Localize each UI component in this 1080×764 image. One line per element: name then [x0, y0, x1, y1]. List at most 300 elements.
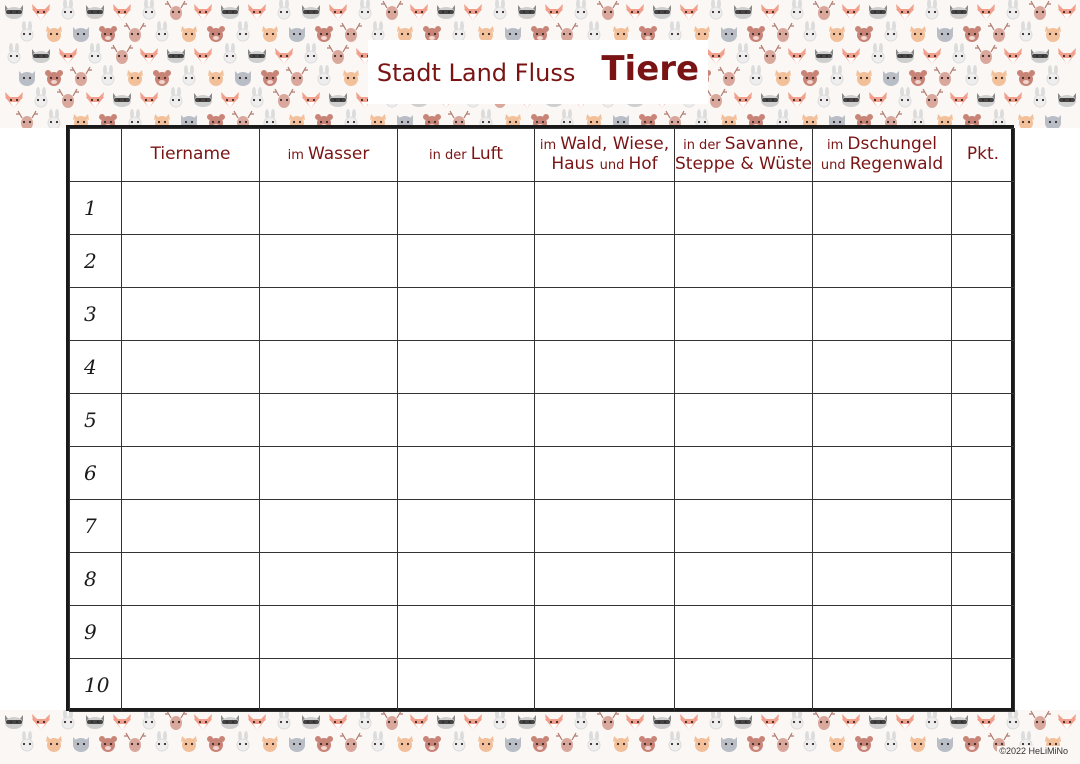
fox-icon	[410, 714, 428, 730]
answer-cell[interactable]	[813, 288, 952, 341]
answer-cell[interactable]	[813, 182, 952, 235]
column-header-text: in der	[428, 148, 471, 164]
bear-icon	[531, 736, 549, 752]
answer-cell[interactable]	[675, 394, 813, 447]
answer-cell[interactable]	[675, 659, 813, 712]
bunny-icon	[372, 21, 384, 41]
fox-icon	[1058, 714, 1076, 730]
bunny-icon	[1007, 0, 1019, 19]
bunny-icon	[89, 43, 101, 63]
cat-icon	[910, 736, 926, 752]
answer-cell[interactable]	[952, 235, 1015, 288]
fox-icon	[113, 4, 131, 20]
deer-icon	[988, 23, 1010, 42]
bunny-icon	[710, 0, 722, 19]
bear-icon	[747, 26, 765, 42]
answer-cell[interactable]	[952, 288, 1015, 341]
bunny-icon	[1007, 710, 1019, 729]
deer-icon	[813, 1, 835, 20]
bunny-icon	[899, 87, 911, 107]
wolf-icon	[883, 71, 899, 86]
bunny-icon	[926, 0, 938, 19]
row-number: 10	[70, 659, 122, 712]
bunny-icon	[831, 65, 843, 85]
bunny-icon	[237, 21, 249, 41]
answer-cell[interactable]	[535, 447, 675, 500]
bear-icon	[207, 26, 225, 42]
answer-cell[interactable]	[952, 394, 1015, 447]
deer-icon	[16, 111, 38, 128]
bunny-icon	[35, 87, 47, 107]
answer-cell[interactable]	[535, 235, 675, 288]
cat-icon	[397, 736, 413, 752]
deer-icon	[597, 1, 619, 20]
raccoon-icon	[194, 93, 212, 107]
deer-icon	[1029, 711, 1051, 730]
raccoon-icon	[86, 715, 104, 729]
cat-icon	[775, 70, 791, 86]
answer-cell[interactable]	[813, 394, 952, 447]
animal-pattern-icons	[0, 710, 1080, 764]
table-row	[70, 553, 1015, 606]
answer-cell[interactable]	[260, 235, 398, 288]
deer-icon	[705, 89, 727, 108]
bunny-icon	[305, 43, 317, 63]
answer-cell[interactable]	[398, 500, 535, 553]
fox-icon	[626, 714, 644, 730]
answer-cell[interactable]	[122, 553, 260, 606]
deer-icon	[921, 89, 943, 108]
raccoon-icon	[302, 715, 320, 729]
fox-icon	[464, 4, 482, 20]
fox-icon	[950, 92, 968, 108]
row-number: 3	[70, 288, 122, 341]
bear-icon	[45, 70, 63, 86]
raccoon-icon	[869, 715, 887, 729]
cat-icon	[991, 70, 1007, 86]
raccoon-icon	[86, 5, 104, 19]
column-header-punkte	[952, 129, 1015, 182]
bunny-icon	[48, 109, 60, 128]
answer-cell[interactable]	[122, 447, 260, 500]
answer-cell[interactable]	[952, 553, 1015, 606]
bunny-icon	[1034, 87, 1046, 107]
row-number: 9	[70, 606, 122, 659]
topic-title: Tiere	[601, 49, 700, 89]
answer-cell[interactable]	[122, 341, 260, 394]
raccoon-icon	[761, 93, 779, 107]
answer-cell[interactable]	[535, 606, 675, 659]
bunny-icon	[575, 710, 587, 729]
raccoon-icon	[653, 715, 671, 729]
bear-icon	[639, 736, 657, 752]
raccoon-icon	[221, 715, 239, 729]
raccoon-icon	[653, 5, 671, 19]
bunny-icon	[885, 731, 897, 751]
raccoon-icon	[518, 5, 536, 19]
wolf-icon	[505, 737, 521, 752]
bunny-icon	[143, 0, 155, 19]
answer-cell[interactable]	[260, 606, 398, 659]
cat-icon	[856, 70, 872, 86]
row-number: 6	[70, 447, 122, 500]
wolf-icon	[721, 27, 737, 42]
cat-icon	[829, 736, 845, 752]
column-header-text: Savanne,	[724, 134, 804, 155]
answer-cell[interactable]	[535, 394, 675, 447]
bear-icon	[909, 70, 927, 86]
answer-cell[interactable]	[535, 659, 675, 712]
bunny-icon	[588, 731, 600, 751]
answer-cell[interactable]	[952, 341, 1015, 394]
deer-icon	[772, 23, 794, 42]
bear-icon	[1017, 70, 1035, 86]
answer-cell[interactable]	[260, 447, 398, 500]
column-header-text: und	[599, 158, 629, 173]
row-number: 1	[70, 182, 122, 235]
corner-cell	[70, 129, 122, 182]
bunny-icon	[372, 731, 384, 751]
raccoon-icon	[248, 49, 266, 63]
column-header-text: Regenwald	[849, 154, 944, 174]
bunny-icon	[318, 65, 330, 85]
deer-icon	[57, 89, 79, 108]
answer-cell[interactable]	[813, 341, 952, 394]
game-grid	[66, 125, 1014, 711]
column-header-text: im	[287, 148, 309, 164]
cat-icon	[1045, 26, 1061, 42]
answer-cell[interactable]	[122, 659, 260, 712]
answer-cell[interactable]	[398, 553, 535, 606]
raccoon-icon	[5, 715, 23, 729]
deer-icon	[1029, 1, 1051, 20]
answer-cell[interactable]	[260, 553, 398, 606]
bunny-icon	[143, 710, 155, 729]
answer-cell[interactable]	[675, 235, 813, 288]
fox-icon	[977, 714, 995, 730]
table-row	[70, 182, 1015, 235]
bunny-icon	[885, 21, 897, 41]
deer-icon	[165, 1, 187, 20]
bear-icon	[315, 736, 333, 752]
fox-icon	[32, 714, 50, 730]
answer-cell[interactable]	[535, 553, 675, 606]
wolf-icon	[19, 71, 35, 86]
bunny-icon	[818, 87, 830, 107]
wolf-icon	[1045, 115, 1061, 128]
column-header-savanne	[675, 129, 813, 182]
answer-cell[interactable]	[122, 394, 260, 447]
fox-icon	[86, 92, 104, 108]
answer-cell[interactable]	[398, 394, 535, 447]
row-number: 4	[70, 341, 122, 394]
fox-icon	[329, 4, 347, 20]
bunny-icon	[669, 731, 681, 751]
answer-cell[interactable]	[122, 500, 260, 553]
fox-icon	[194, 48, 212, 64]
table-row	[70, 659, 1015, 712]
column-header-text: Hof	[628, 154, 658, 174]
bunny-icon	[156, 21, 168, 41]
raccoon-icon	[1031, 49, 1049, 63]
fox-icon	[32, 4, 50, 20]
fox-icon	[1004, 48, 1022, 64]
cat-icon	[262, 26, 278, 42]
raccoon-icon	[221, 5, 239, 19]
fox-icon	[1058, 4, 1076, 20]
bear-icon	[207, 736, 225, 752]
fox-icon	[248, 4, 266, 20]
bunny-icon	[62, 0, 74, 19]
column-header-text: im	[826, 138, 848, 154]
bunny-icon	[21, 731, 33, 751]
deer-icon	[759, 45, 781, 64]
fox-icon	[410, 4, 428, 20]
answer-cell[interactable]	[675, 606, 813, 659]
answer-cell[interactable]	[260, 659, 398, 712]
fox-icon	[734, 92, 752, 108]
deer-icon	[124, 23, 146, 42]
row-number: 8	[70, 553, 122, 606]
answer-cell[interactable]	[952, 500, 1015, 553]
answer-cell[interactable]	[122, 288, 260, 341]
bunny-icon	[102, 65, 114, 85]
raccoon-icon	[815, 49, 833, 63]
fox-icon	[626, 4, 644, 20]
deer-icon	[327, 45, 349, 64]
column-header-text: Wald, Wiese,	[560, 134, 670, 155]
cat-icon	[46, 26, 62, 42]
answer-cell[interactable]	[675, 182, 813, 235]
deer-icon	[556, 733, 578, 752]
answer-cell[interactable]	[260, 394, 398, 447]
column-header-text: und	[820, 158, 850, 173]
bunny-icon	[224, 43, 236, 63]
deer-icon	[273, 89, 295, 108]
cat-icon	[829, 26, 845, 42]
bunny-icon	[804, 731, 816, 751]
cat-icon	[613, 736, 629, 752]
answer-cell[interactable]	[952, 182, 1015, 235]
answer-cell[interactable]	[122, 235, 260, 288]
answer-cell[interactable]	[952, 606, 1015, 659]
copyright-notice: ©2022 HeLiMiNo	[999, 746, 1068, 756]
fox-icon	[113, 714, 131, 730]
wolf-icon	[73, 737, 89, 752]
answer-cell[interactable]	[398, 235, 535, 288]
answer-cell[interactable]	[535, 288, 675, 341]
fox-icon	[194, 4, 212, 20]
raccoon-icon	[437, 5, 455, 19]
raccoon-icon	[518, 715, 536, 729]
bunny-icon	[872, 43, 884, 63]
fox-icon	[761, 714, 779, 730]
wolf-icon	[721, 737, 737, 752]
answer-cell[interactable]	[813, 235, 952, 288]
bear-icon	[261, 70, 279, 86]
bunny-icon	[359, 710, 371, 729]
animal-pattern-bottom	[0, 710, 1080, 764]
cat-icon	[208, 70, 224, 86]
raccoon-icon	[950, 715, 968, 729]
deer-icon	[813, 711, 835, 730]
answer-cell[interactable]	[952, 447, 1015, 500]
answer-cell[interactable]	[813, 553, 952, 606]
bunny-icon	[453, 731, 465, 751]
raccoon-icon	[32, 49, 50, 63]
answer-cell[interactable]	[675, 553, 813, 606]
deer-icon	[340, 23, 362, 42]
column-header-text: Steppe & Wüste	[675, 154, 812, 174]
bunny-icon	[1020, 21, 1032, 41]
raccoon-icon	[977, 93, 995, 107]
cat-icon	[181, 736, 197, 752]
fox-icon	[923, 48, 941, 64]
answer-cell[interactable]	[260, 500, 398, 553]
wolf-icon	[235, 71, 251, 86]
bear-icon	[855, 26, 873, 42]
answer-cell[interactable]	[675, 341, 813, 394]
bunny-icon	[494, 0, 506, 19]
table-row	[70, 288, 1015, 341]
bunny-icon	[183, 65, 195, 85]
raccoon-icon	[734, 5, 752, 19]
fox-icon	[5, 92, 23, 108]
answer-cell[interactable]	[398, 341, 535, 394]
fox-icon	[680, 4, 698, 20]
fox-icon	[194, 714, 212, 730]
answer-cell[interactable]	[675, 288, 813, 341]
cat-icon	[478, 736, 494, 752]
bunny-icon	[278, 710, 290, 729]
bunny-icon	[750, 65, 762, 85]
raccoon-icon	[734, 715, 752, 729]
bunny-icon	[278, 0, 290, 19]
column-header-text: in der	[683, 138, 725, 154]
answer-cell[interactable]	[535, 182, 675, 235]
bunny-icon	[966, 65, 978, 85]
column-header-text: Haus	[551, 154, 600, 174]
answer-cell[interactable]	[535, 341, 675, 394]
column-header-dschungel	[813, 129, 952, 182]
wolf-icon	[73, 27, 89, 42]
raccoon-icon	[5, 5, 23, 19]
answer-cell[interactable]	[260, 341, 398, 394]
fox-icon	[545, 714, 563, 730]
answer-cell[interactable]	[398, 606, 535, 659]
wolf-icon	[289, 27, 305, 42]
table-row	[70, 447, 1015, 500]
cat-icon	[262, 736, 278, 752]
bunny-icon	[737, 43, 749, 63]
column-header-text: im	[539, 138, 561, 154]
answer-cell[interactable]	[952, 659, 1015, 712]
answer-cell[interactable]	[398, 659, 535, 712]
answer-table	[69, 128, 1015, 712]
answer-cell[interactable]	[398, 288, 535, 341]
bear-icon	[963, 26, 981, 42]
bear-icon	[423, 736, 441, 752]
deer-icon	[124, 733, 146, 752]
bunny-icon	[575, 0, 587, 19]
bunny-icon	[8, 43, 20, 63]
table-row	[70, 500, 1015, 553]
bunny-icon	[494, 710, 506, 729]
raccoon-icon	[1058, 93, 1076, 107]
answer-cell[interactable]	[535, 500, 675, 553]
fox-icon	[1058, 48, 1076, 64]
answer-cell[interactable]	[122, 606, 260, 659]
answer-cell[interactable]	[813, 447, 952, 500]
game-title: Stadt Land Fluss	[376, 59, 576, 87]
raccoon-icon	[437, 715, 455, 729]
deer-icon	[381, 711, 403, 730]
deer-icon	[718, 67, 740, 86]
column-header-text: Wasser	[308, 144, 370, 165]
column-header-wald-wiese	[535, 129, 675, 182]
fox-icon	[788, 92, 806, 108]
answer-cell[interactable]	[813, 659, 952, 712]
bunny-icon	[237, 731, 249, 751]
answer-cell[interactable]	[813, 500, 952, 553]
deer-icon	[340, 733, 362, 752]
answer-cell[interactable]	[260, 182, 398, 235]
fox-icon	[302, 92, 320, 108]
answer-cell[interactable]	[398, 447, 535, 500]
fox-icon	[464, 714, 482, 730]
wolf-icon	[937, 737, 953, 752]
raccoon-icon	[896, 49, 914, 63]
bear-icon	[801, 70, 819, 86]
fox-icon	[59, 48, 77, 64]
bunny-icon	[453, 21, 465, 41]
fox-icon	[707, 48, 725, 64]
answer-cell[interactable]	[675, 447, 813, 500]
title-banner	[368, 40, 708, 104]
column-header-luft	[398, 129, 535, 182]
answer-cell[interactable]	[398, 182, 535, 235]
fox-icon	[221, 92, 239, 108]
deer-icon	[975, 45, 997, 64]
fox-icon	[329, 714, 347, 730]
table-row	[70, 341, 1015, 394]
fox-icon	[788, 48, 806, 64]
bunny-icon	[156, 731, 168, 751]
column-header-wasser	[260, 129, 398, 182]
deer-icon	[934, 67, 956, 86]
answer-cell[interactable]	[675, 500, 813, 553]
raccoon-icon	[113, 93, 131, 107]
raccoon-icon	[842, 93, 860, 107]
bunny-icon	[669, 21, 681, 41]
bear-icon	[153, 70, 171, 86]
table-row	[70, 606, 1015, 659]
fox-icon	[896, 4, 914, 20]
fox-icon	[842, 4, 860, 20]
answer-cell[interactable]	[122, 182, 260, 235]
cat-icon	[343, 70, 359, 86]
fox-icon	[896, 714, 914, 730]
answer-cell[interactable]	[260, 288, 398, 341]
header-row	[70, 129, 1015, 182]
row-number: 5	[70, 394, 122, 447]
bunny-icon	[588, 21, 600, 41]
cat-icon	[181, 26, 197, 42]
raccoon-icon	[950, 5, 968, 19]
answer-cell[interactable]	[813, 606, 952, 659]
bunny-icon	[359, 0, 371, 19]
fox-icon	[869, 92, 887, 108]
